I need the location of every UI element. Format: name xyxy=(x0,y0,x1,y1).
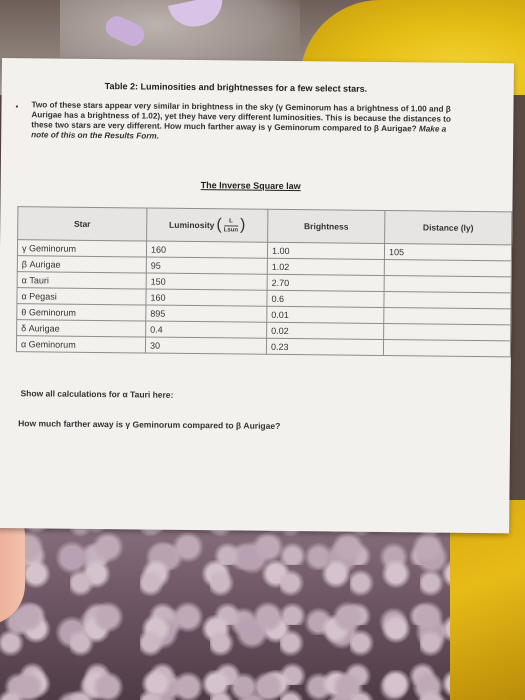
worksheet-paper xyxy=(0,58,514,533)
stars-table xyxy=(16,206,513,357)
paren-close: ) xyxy=(240,216,246,234)
cell-star: α Tauri xyxy=(17,272,146,289)
cell-luminosity: 0.4 xyxy=(146,321,267,338)
header-luminosity-label: Luminosity xyxy=(169,219,215,231)
cell-distance xyxy=(384,292,511,309)
cell-distance xyxy=(384,260,511,277)
cell-luminosity: 95 xyxy=(146,257,267,274)
cell-distance xyxy=(384,324,511,341)
cell-star: θ Geminorum xyxy=(17,304,146,321)
cell-distance xyxy=(383,340,510,357)
intro-paragraph xyxy=(31,100,451,144)
bullet-dot: • xyxy=(15,102,19,112)
cell-luminosity: 160 xyxy=(146,289,267,306)
header-luminosity xyxy=(147,208,268,242)
cell-brightness: 1.02 xyxy=(267,258,384,275)
cell-distance xyxy=(384,308,511,325)
cell-luminosity: 895 xyxy=(146,305,267,322)
header-star: Star xyxy=(18,207,147,241)
intro-note: Make a note of this on the Results Form. xyxy=(31,124,447,141)
cell-brightness: 1.00 xyxy=(267,242,384,259)
header-distance: Distance (ly) xyxy=(385,211,512,245)
paren-open: ( xyxy=(216,216,222,234)
fraction-top: L xyxy=(229,217,233,224)
cell-brightness: 0.23 xyxy=(266,338,383,355)
cell-distance: 105 xyxy=(384,244,511,261)
header-brightness: Brightness xyxy=(268,209,385,243)
section-subtitle: The Inverse Square law xyxy=(200,180,301,192)
cell-star: γ Geminorum xyxy=(17,240,146,257)
cell-star: δ Aurigae xyxy=(17,320,146,337)
cell-luminosity: 160 xyxy=(146,241,267,258)
cell-brightness: 0.01 xyxy=(267,306,384,323)
cell-star: α Pegasi xyxy=(17,288,146,305)
calculation-prompt: Show all calculations for α Tauri here: xyxy=(20,388,174,400)
cell-star: α Geminorum xyxy=(16,336,145,353)
cell-brightness: 0.6 xyxy=(267,290,384,307)
fuzzy-blanket xyxy=(0,505,450,700)
question-prompt: How much farther away is γ Geminorum compared to β Aurigae? xyxy=(18,418,281,431)
cell-luminosity: 30 xyxy=(145,337,266,354)
table-header-row xyxy=(18,207,512,245)
cell-brightness: 0.02 xyxy=(267,322,384,339)
cell-luminosity: 150 xyxy=(146,273,267,290)
fraction-bar xyxy=(224,225,238,226)
fraction-bottom: Lsun xyxy=(223,226,239,233)
luminosity-fraction xyxy=(224,218,239,233)
cell-brightness: 2.70 xyxy=(267,274,384,291)
intro-text: Two of these stars appear very similar in brightness in the sky (γ Geminorum has a brightness of 1.00 and β Aurigae has a brightness of 1.02), yet they have very different luminosities. This is because the distances to these two stars are very different. How much farther away is γ Geminorum compared to β Aurigae? xyxy=(31,100,451,134)
cell-distance xyxy=(384,276,511,293)
cell-star: β Aurigae xyxy=(17,256,146,273)
table-heading: Table 2: Luminosities and brightnesses for a few select stars. xyxy=(104,81,368,94)
